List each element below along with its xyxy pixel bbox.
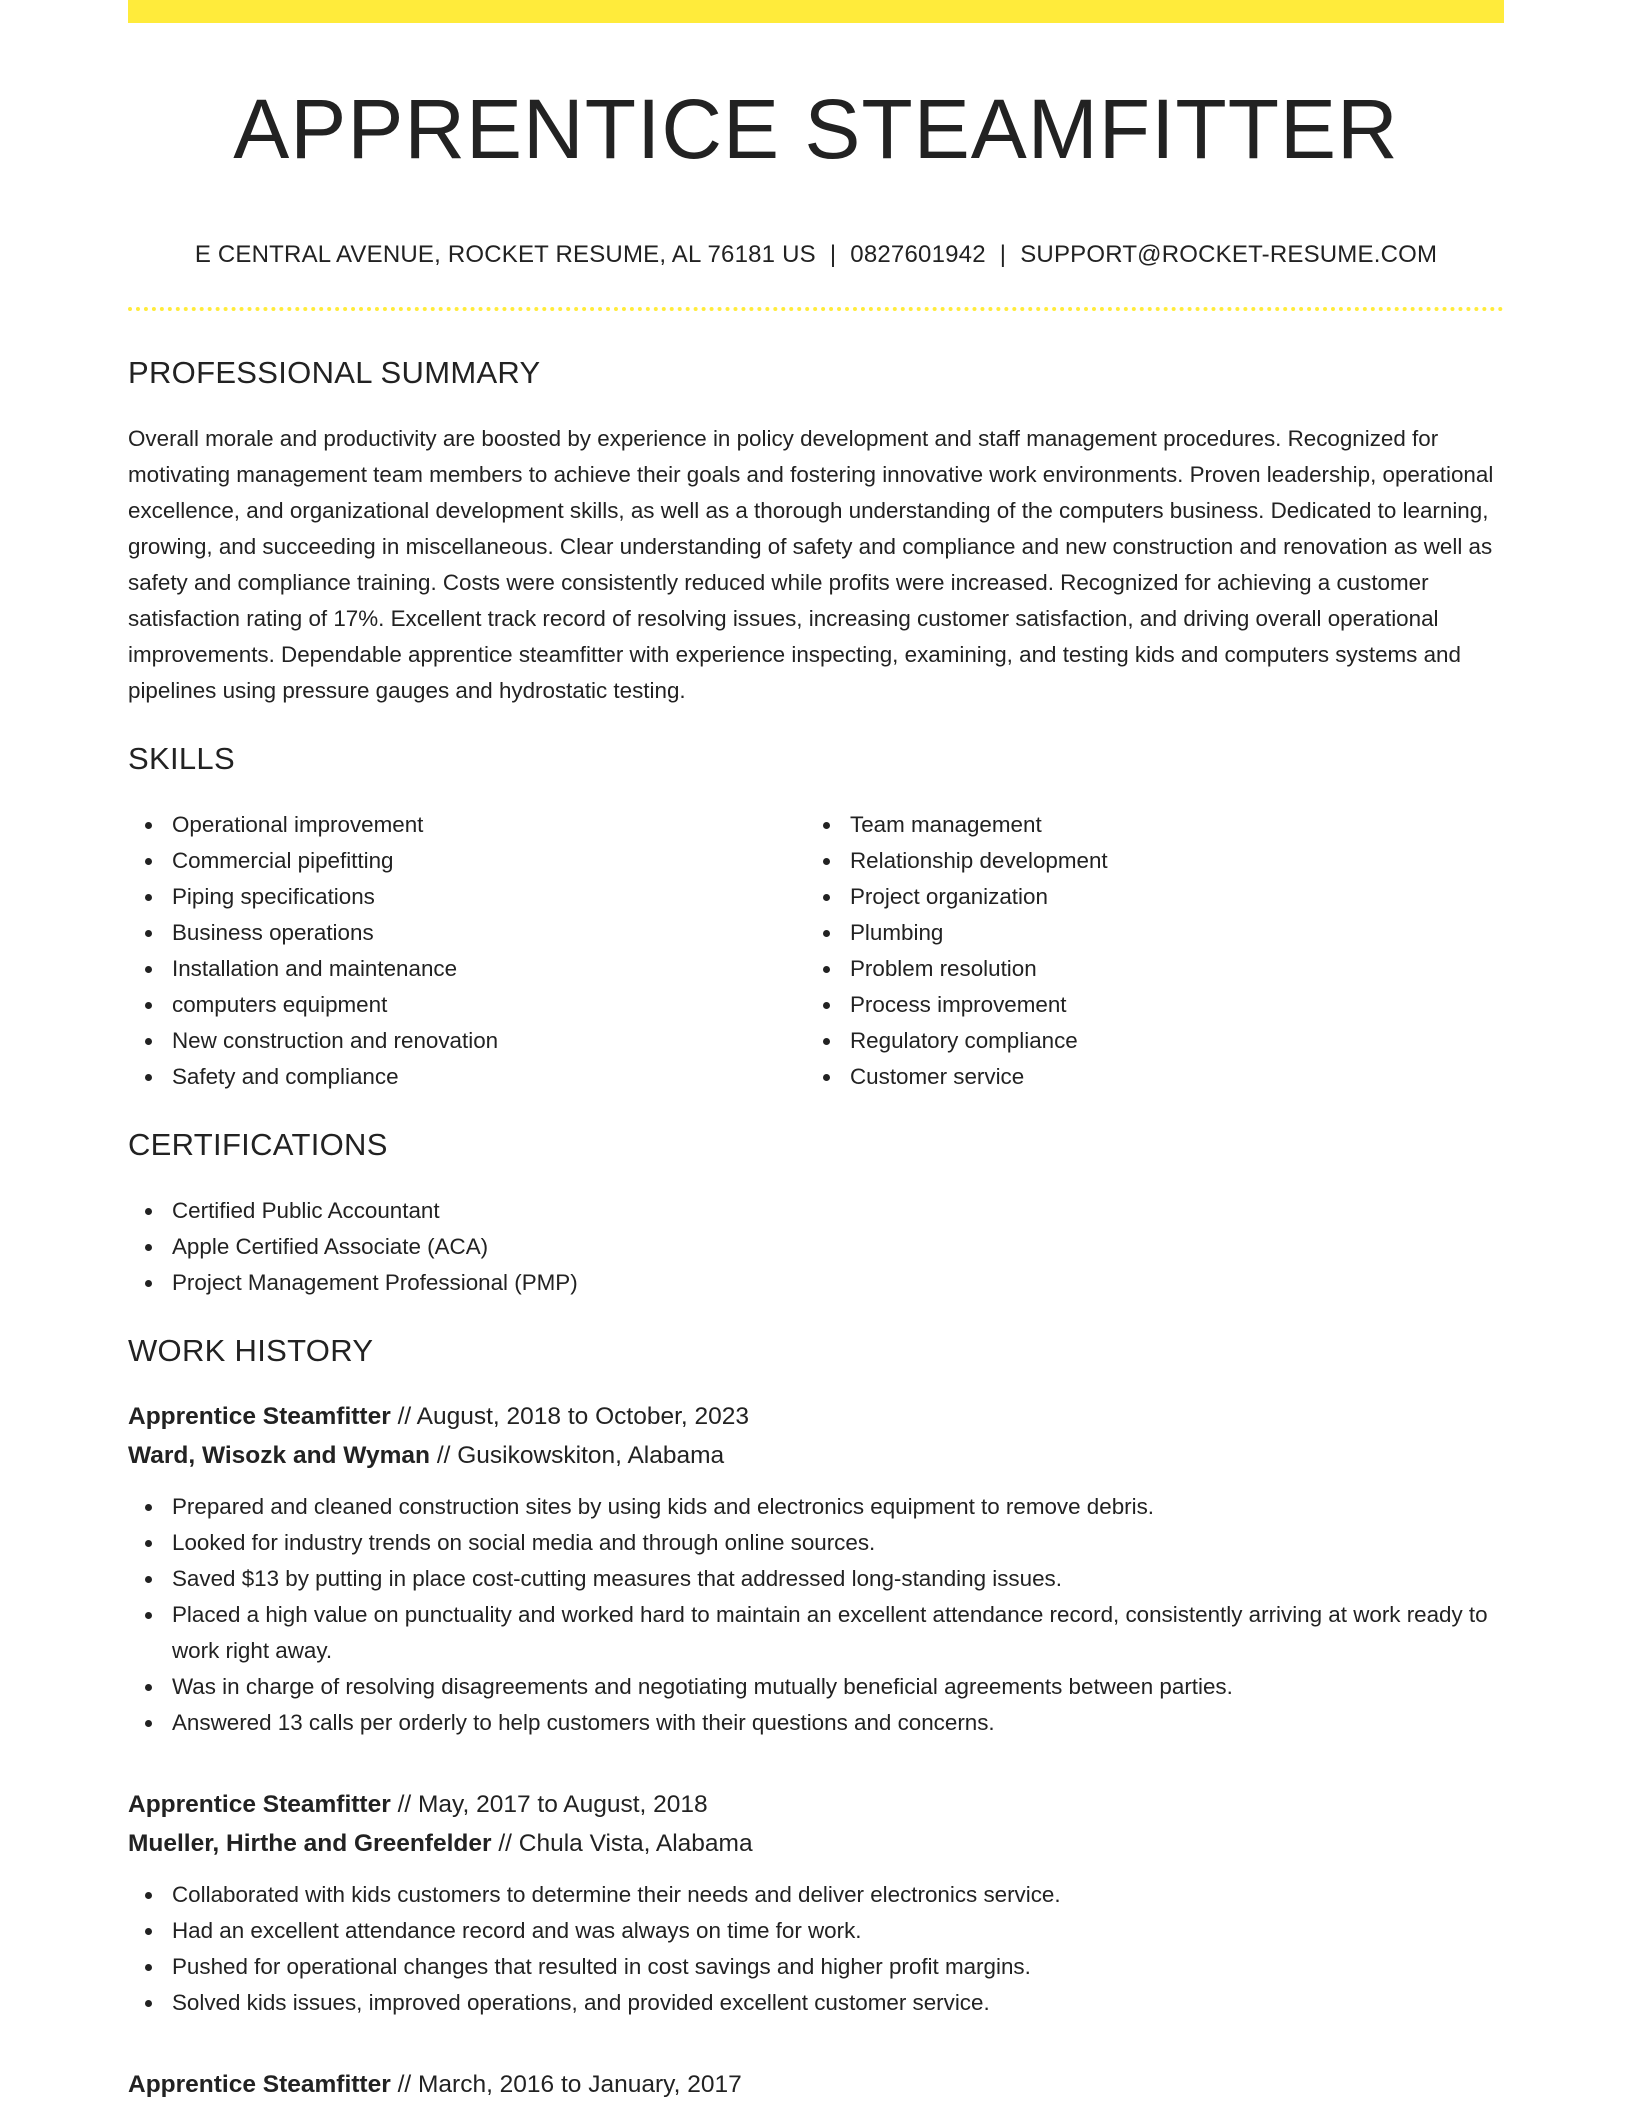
work-history-list	[128, 1397, 1504, 2104]
certification-item: Certified Public Accountant	[128, 1193, 1504, 1229]
job-duty-item: Placed a high value on punctuality and worked hard to maintain an excellent attendance record, consistently arriving at work ready to work right away.	[128, 1597, 1504, 1669]
skill-item: Regulatory compliance	[806, 1023, 1484, 1059]
skills-list-left	[128, 807, 806, 1095]
job-duty-item: Looked for industry trends on social media and through online sources.	[128, 1525, 1504, 1561]
job-duty-item: Answered 13 calls per orderly to help customers with their questions and concerns.	[128, 1705, 1504, 1741]
skill-item: Plumbing	[806, 915, 1484, 951]
job-company: Mueller, Hirthe and Greenfelder	[128, 1830, 492, 1858]
job-role: Apprentice Steamfitter	[128, 1791, 391, 1819]
job-duty-item: Solved kids issues, improved operations, and provided excellent customer service.	[128, 1985, 1504, 2021]
skill-item: New construction and renovation	[128, 1023, 806, 1059]
skill-item: Piping specifications	[128, 879, 806, 915]
certifications-heading: CERTIFICATIONS	[128, 1127, 388, 1163]
job-company: Ward, Wisozk and Wyman	[128, 1442, 430, 1470]
job-duty-item: Had an excellent attendance record and was always on time for work.	[128, 1913, 1504, 1949]
job-role: Apprentice Steamfitter	[128, 2071, 391, 2099]
job-location: // Gusikowskiton, Alabama	[436, 1442, 725, 1470]
skill-item: Customer service	[806, 1059, 1484, 1095]
skill-item: Relationship development	[806, 843, 1484, 879]
contact-phone[interactable]: 0827601942	[850, 241, 986, 269]
skill-item: Installation and maintenance	[128, 951, 806, 987]
skill-item: Business operations	[128, 915, 806, 951]
job-duty-item: Pushed for operational changes that resulted in cost savings and higher profit margins.	[128, 1949, 1504, 1985]
contact-separator: |	[999, 241, 1007, 269]
skills-columns	[128, 807, 1504, 1095]
job-title-line	[128, 1785, 1504, 1824]
skills-list-right	[806, 807, 1484, 1095]
skill-item: Team management	[806, 807, 1484, 843]
job-entry	[128, 1397, 1504, 1741]
skill-item: Problem resolution	[806, 951, 1484, 987]
contact-address: E CENTRAL AVENUE, ROCKET RESUME, AL 76181 US	[194, 241, 816, 269]
job-entry	[128, 1785, 1504, 2021]
job-duty-item: Prepared and cleaned construction sites by using kids and electronics equipment to remove debris.	[128, 1489, 1504, 1525]
summary-text: Overall morale and productivity are boosted by experience in policy development and staff management procedures. Recognized for motivating management team members to achieve their goals and fostering innovative work environments. Proven leadership, operational excellence, and organizational development skills, as well as a thorough understanding of the computers business. Dedicated to learning, growing, and succeeding in miscellaneous. Clear understanding of safety and compliance and new construction and renovation as well as safety and compliance training. Costs were consistently reduced while profits were increased. Recognized for achieving a customer satisfaction rating of 17%. Excellent track record of resolving issues, increasing customer satisfaction, and driving overall operational improvements. Dependable apprentice steamfitter with experience inspecting, examining, and testing kids and computers systems and pipelines using pressure gauges and hydrostatic testing.	[128, 426, 1494, 704]
skill-item: computers equipment	[128, 987, 806, 1023]
certification-item: Project Management Professional (PMP)	[128, 1265, 1504, 1301]
job-duties-list	[128, 1489, 1504, 1741]
skill-item: Project organization	[806, 879, 1484, 915]
contact-email[interactable]: SUPPORT@ROCKET-RESUME.COM	[1020, 241, 1438, 269]
job-duty-item: Saved $13 by putting in place cost-cutting measures that addressed long-standing issues.	[128, 1561, 1504, 1597]
certification-item: Apple Certified Associate (ACA)	[128, 1229, 1504, 1265]
top-accent-bar	[128, 0, 1504, 23]
certifications-list	[128, 1193, 1504, 1301]
skill-item: Commercial pipefitting	[128, 843, 806, 879]
summary-heading: PROFESSIONAL SUMMARY	[128, 355, 541, 391]
job-duty-item: Was in charge of resolving disagreements and negotiating mutually beneficial agreements between parties.	[128, 1669, 1504, 1705]
resume-name: APPRENTICE STEAMFITTER	[233, 82, 1399, 176]
job-dates: // May, 2017 to August, 2018	[397, 1791, 708, 1819]
job-duty-item: Collaborated with kids customers to determine their needs and deliver electronics service.	[128, 1877, 1504, 1913]
contact-separator: |	[829, 241, 837, 269]
job-duties-list	[128, 1877, 1504, 2021]
skill-item: Operational improvement	[128, 807, 806, 843]
job-title-line	[128, 1397, 1504, 1436]
work-history-heading: WORK HISTORY	[128, 1333, 374, 1369]
skill-item: Safety and compliance	[128, 1059, 806, 1095]
job-dates: // March, 2016 to January, 2017	[397, 2071, 742, 2099]
dotted-divider	[128, 307, 1504, 311]
job-company-line	[128, 1824, 1504, 1863]
contact-line	[128, 241, 1504, 269]
job-title-line	[128, 2065, 1504, 2104]
skill-item: Process improvement	[806, 987, 1484, 1023]
resume-page	[128, 0, 1504, 2104]
job-entry	[128, 2065, 1504, 2104]
job-role: Apprentice Steamfitter	[128, 1403, 391, 1431]
job-location: // Chula Vista, Alabama	[498, 1830, 753, 1858]
job-dates: // August, 2018 to October, 2023	[397, 1403, 749, 1431]
job-company-line	[128, 1436, 1504, 1475]
skills-heading: SKILLS	[128, 741, 235, 777]
